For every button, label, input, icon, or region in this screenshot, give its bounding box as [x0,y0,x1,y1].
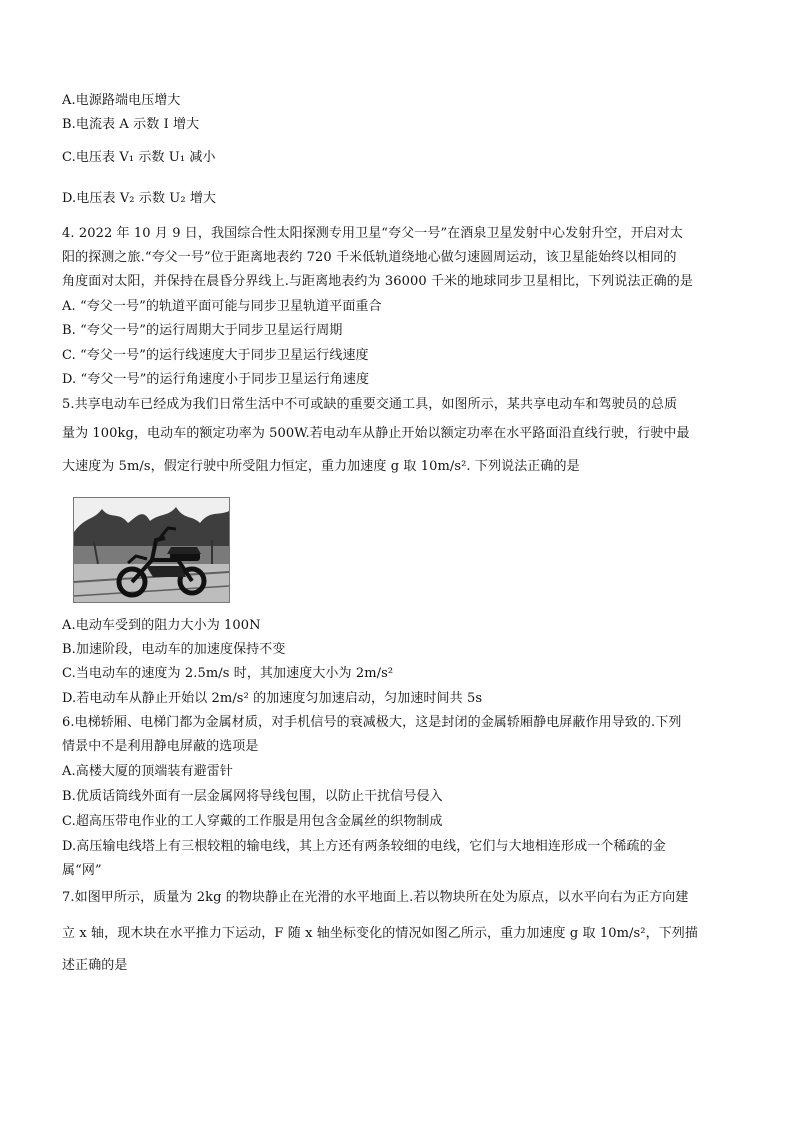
q4-stem-line-2: 阳的探测之旅.“夸父一号”位于距离地表约 720 千米低轨道绕地心做匀速圆周运动，该卫星能始终以相同的 [62,250,677,265]
q3-option-c: C.电压表 V₁ 示数 U₁ 减小 [62,150,216,165]
q6-option-a: A.高楼大厦的顶端装有避雷针 [62,764,233,779]
q6-stem-line-1: 6.电梯轿厢、电梯门都为金属材质，对手机信号的衰减极大，这是封闭的金属轿厢静电屏蔽作用导致的.下列 [62,715,682,730]
q7-stem-line-3: 述正确的是 [62,958,128,973]
q3-option-a: A.电源路端电压增大 [62,93,181,108]
q4-stem-line-1: 4. 2022 年 10 月 9 日，我国综合性太阳探测专用卫星“夸父一号”在酒泉卫星发射中心发射升空，开启对太 [62,226,683,241]
electric-bike-photo [73,497,230,603]
q3-option-b: B.电流表 A 示数 I 增大 [62,117,200,132]
q6-stem-line-2: 情景中不是利用静电屏蔽的选项是 [62,739,259,754]
q5-option-c: C.当电动车的速度为 2.5m/s 时，其加速度大小为 2m/s² [62,666,394,681]
q4-option-c: C. “夸父一号”的运行线速度大于同步卫星运行线速度 [62,348,369,363]
q6-option-d-line-2: 属“网” [62,863,102,878]
q4-stem-line-3: 角度面对太阳，并保持在晨昏分界线上.与距离地表约为 36000 千米的地球同步卫星相比，下列说法正确的是 [62,274,693,289]
q4-option-a: A. “夸父一号”的轨道平面可能与同步卫星轨道平面重合 [62,299,382,314]
q5-stem-line-3: 大速度为 5m/s，假定行驶中所受阻力恒定，重力加速度 g 取 10m/s². 下列说法正确的是 [62,459,580,474]
q7-stem-line-1: 7.如图甲所示，质量为 2kg 的物块静止在光滑的水平地面上.若以物块所在处为原点，以水平向右为正方向建 [62,890,689,905]
q6-option-c: C.超高压带电作业的工人穿戴的工作服是用包含金属丝的织物制成 [62,814,443,829]
q5-option-b: B.加速阶段，电动车的加速度保持不变 [62,642,286,657]
q6-option-b: B.优质话筒线外面有一层金属网将导线包围，以防止干扰信号侵入 [62,789,443,804]
q5-stem-line-1: 5.共享电动车已经成为我们日常生活中不可或缺的重要交通工具，如图所示，某共享电动车和驾驶员的总质 [62,397,678,412]
q5-option-a: A.电动车受到的阻力大小为 100N [62,618,261,633]
q6-option-d-line-1: D.高压输电线塔上有三根较粗的输电线，其上方还有两条较细的电线，它们与大地相连形成一个稀疏的金 [62,839,666,854]
q7-stem-line-2: 立 x 轴，现木块在水平推力下运动，F 随 x 轴坐标变化的情况如图乙所示，重力加速度 g 取 10m/s²，下列描 [62,926,698,941]
electric-bike-image [74,498,229,602]
q5-stem-line-2: 量为 100kg，电动车的额定功率为 500W.若电动车从静止开始以额定功率在水平路面沿直线行驶，行驶中最 [62,426,690,441]
q4-option-b: B. “夸父一号”的运行周期大于同步卫星运行周期 [62,323,343,338]
q3-option-d: D.电压表 V₂ 示数 U₂ 增大 [62,191,217,206]
q5-option-d: D.若电动车从静止开始以 2m/s² 的加速度匀加速启动，匀加速时间共 5s [62,691,483,706]
q4-option-d: D. “夸父一号”的运行角速度小于同步卫星运行角速度 [62,372,370,387]
